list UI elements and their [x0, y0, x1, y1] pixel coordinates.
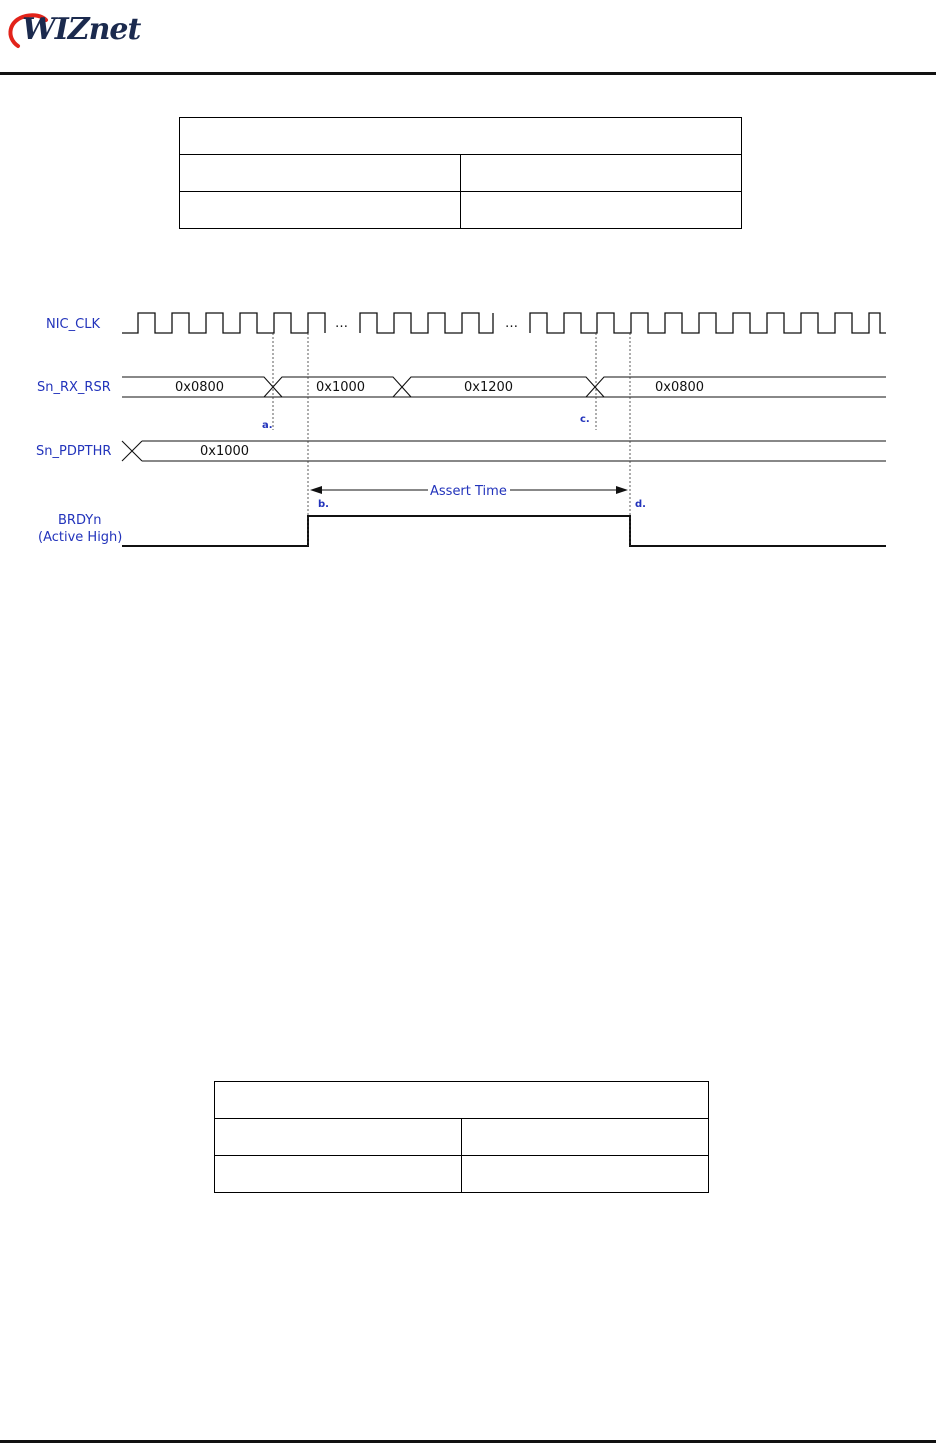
header-divider — [0, 72, 936, 75]
brdy-timing-diagram — [0, 270, 936, 570]
signal-label-brdyn: BRDYn — [58, 513, 102, 528]
brdy-waveform — [122, 516, 886, 546]
assert-time-label: Assert Time — [430, 484, 507, 499]
signal-label-rx-rsr: Sn_RX_RSR — [37, 380, 111, 395]
clock-ellipsis-1: … — [335, 316, 348, 331]
rx-rsr-value: 0x1000 — [316, 380, 366, 395]
table-row — [180, 192, 742, 229]
signal-label-pdpthr: Sn_PDPTHR — [36, 444, 112, 459]
footer-divider — [0, 1440, 936, 1443]
table-cell — [215, 1156, 462, 1193]
logo-text: WIZnet — [22, 12, 141, 47]
table-cell — [180, 192, 461, 229]
rx-rsr-value: 0x0800 — [175, 380, 225, 395]
register-table-2 — [214, 1081, 709, 1193]
table-title-row — [215, 1082, 709, 1119]
table-header-cell — [180, 155, 461, 192]
table-header-row — [180, 155, 742, 192]
clock-waveform — [122, 313, 886, 333]
marker-b: b. — [318, 499, 329, 510]
register-table-1 — [179, 117, 742, 229]
marker-a: a. — [262, 420, 273, 431]
table-header-row — [215, 1119, 709, 1156]
clock-ellipsis-2: … — [505, 316, 518, 331]
pdpthr-value: 0x1000 — [200, 444, 250, 459]
table-title-cell — [180, 118, 742, 155]
marker-d: d. — [635, 499, 646, 510]
table-title-cell — [215, 1082, 709, 1119]
table-header-cell — [461, 155, 742, 192]
table-header-cell — [215, 1119, 462, 1156]
table-header-cell — [462, 1119, 709, 1156]
table-title-row — [180, 118, 742, 155]
marker-lines — [273, 333, 630, 546]
rx-rsr-value: 0x0800 — [655, 380, 705, 395]
table-row — [215, 1156, 709, 1193]
signal-label-nic-clk: NIC_CLK — [46, 317, 100, 332]
rx-rsr-value: 0x1200 — [464, 380, 514, 395]
table-cell — [462, 1156, 709, 1193]
signal-label-active-high: (Active High) — [38, 530, 123, 545]
marker-c: c. — [580, 414, 590, 425]
table-cell — [461, 192, 742, 229]
